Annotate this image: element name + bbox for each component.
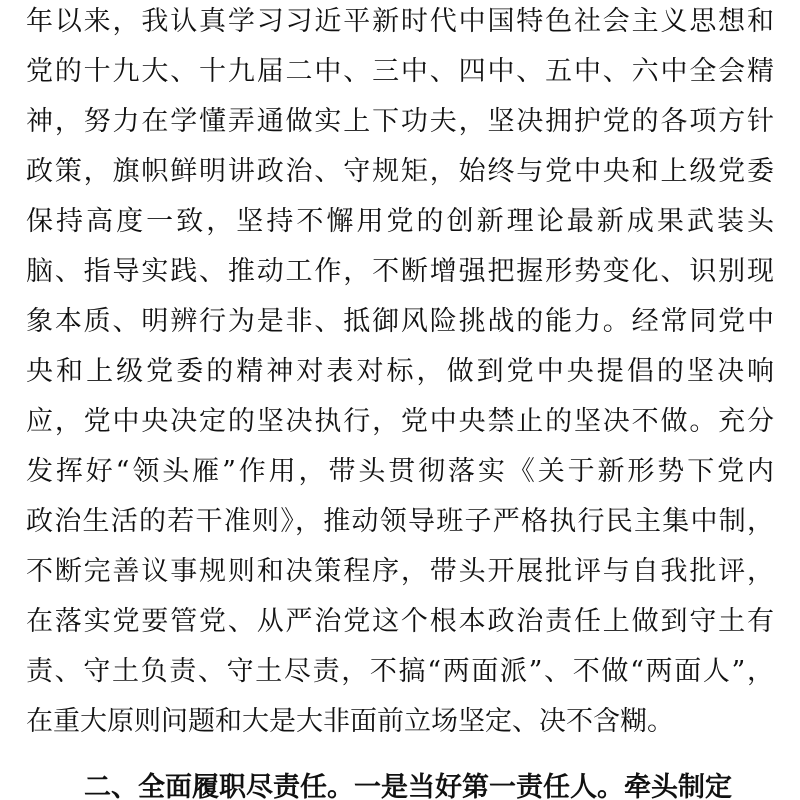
paragraph-line: 不断完善议事规则和决策程序，带头开展批评与自我批评， xyxy=(26,556,774,587)
paragraph-line-last: 在重大原则问题和大是大非面前立场坚定、决不含糊。 xyxy=(26,706,674,737)
paragraph-line: 政策，旗帜鲜明讲政治、守规矩，始终与党中央和上级党委 xyxy=(26,156,774,187)
paragraph-line: 央和上级党委的精神对表对标，做到党中央提倡的坚决响 xyxy=(26,356,774,387)
paragraph-line: 发挥好“领头雁”作用，带头贯彻落实《关于新形势下党内 xyxy=(26,456,774,487)
paragraph-line: 应，党中央决定的坚决执行，党中央禁止的坚决不做。充分 xyxy=(26,406,774,437)
paragraph-line: 神，努力在学懂弄通做实上下功夫，坚决拥护党的各项方针 xyxy=(26,106,774,137)
paragraph-line: 党的十九大、十九届二中、三中、四中、五中、六中全会精 xyxy=(26,56,774,87)
paragraph-line: 在落实党要管党、从严治党这个根本政治责任上做到守土有 xyxy=(26,606,774,637)
paragraph-line: 象本质、明辨行为是非、抵御风险挑战的能力。经常同党中 xyxy=(26,306,774,337)
paragraph-line: 脑、指导实践、推动工作，不断增强把握形势变化、识别现 xyxy=(26,256,774,287)
paragraph-line: 年以来，我认真学习习近平新时代中国特色社会主义思想和 xyxy=(26,6,774,37)
paragraph-line: 责、守土负责、守土尽责，不搞“两面派”、不做“两面人”， xyxy=(26,656,774,687)
section-heading: 二、全面履职尽责任。一是当好第一责任人。牵头制定 xyxy=(84,772,732,800)
paragraph-line: 政治生活的若干准则》，推动领导班子严格执行民主集中制， xyxy=(26,506,774,537)
paragraph-line: 保持高度一致，坚持不懈用党的创新理论最新成果武装头 xyxy=(26,206,774,237)
